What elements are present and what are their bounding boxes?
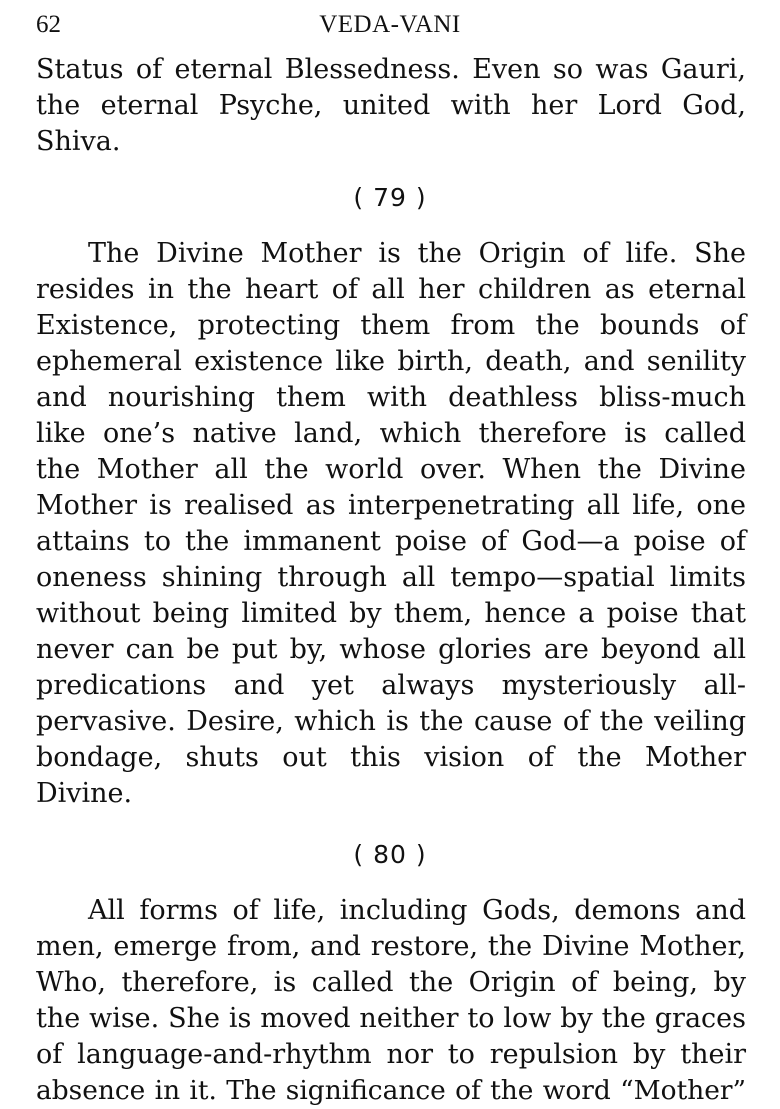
text-line: Status of eternal Blessedness. Even so was Gauri, [36,54,746,85]
section-number-80: ( 80 ) [353,840,427,869]
text-line: Existence, protecting them from the bounds of [36,310,746,341]
continued-paragraph [36,52,746,160]
paragraph-80 [36,893,746,1109]
text-line: Divine. [36,778,133,809]
text-line: Shiva. [36,126,121,157]
running-head [30,8,750,42]
text-line: the Mother all the world over. When the Divine [36,454,746,485]
text-line: The Divine Mother is the Origin of life. She [88,238,746,269]
text-line: like one’s native land, which therefore is called [36,418,746,449]
text-line: predications and yet always mysteriously all- [36,670,746,701]
text-line: oneness shining through all tempo—spatial limits [36,562,746,593]
running-title: VEDA-VANI [319,11,461,38]
text-line: absence in it. The significance of the word “Mother” [36,1075,746,1106]
text-line: Mother is realised as interpenetrating all life, one [36,490,746,521]
text-line: never can be put by, whose glories are beyond all [36,634,746,665]
section-number-79: ( 79 ) [353,183,427,212]
text-line: and nourishing them with deathless bliss-much [36,382,746,413]
text-line: bondage, shuts out this vision of the Mother [36,742,746,773]
page-number: 62 [36,11,61,38]
text-line: of language-and-rhythm nor to repulsion by their [36,1039,746,1070]
text-line: men, emerge from, and restore, the Divine Mother, [36,931,746,962]
text-line: Who, therefore, is called the Origin of being, by [36,967,746,998]
text-line: resides in the heart of all her children as eternal [36,274,746,305]
text-line: attains to the immanent poise of God—a poise of [36,526,746,557]
text-line: the eternal Psyche, united with her Lord God, [36,90,746,121]
text-line: ephemeral existence like birth, death, and senility [36,346,746,377]
text-line: All forms of life, including Gods, demons and [88,895,746,926]
text-line: the wise. She is moved neither to low by the graces [36,1003,746,1034]
text-line: pervasive. Desire, which is the cause of the veiling [36,706,746,737]
paragraph-79 [36,236,746,812]
text-line: without being limited by them, hence a poise that [36,598,746,629]
